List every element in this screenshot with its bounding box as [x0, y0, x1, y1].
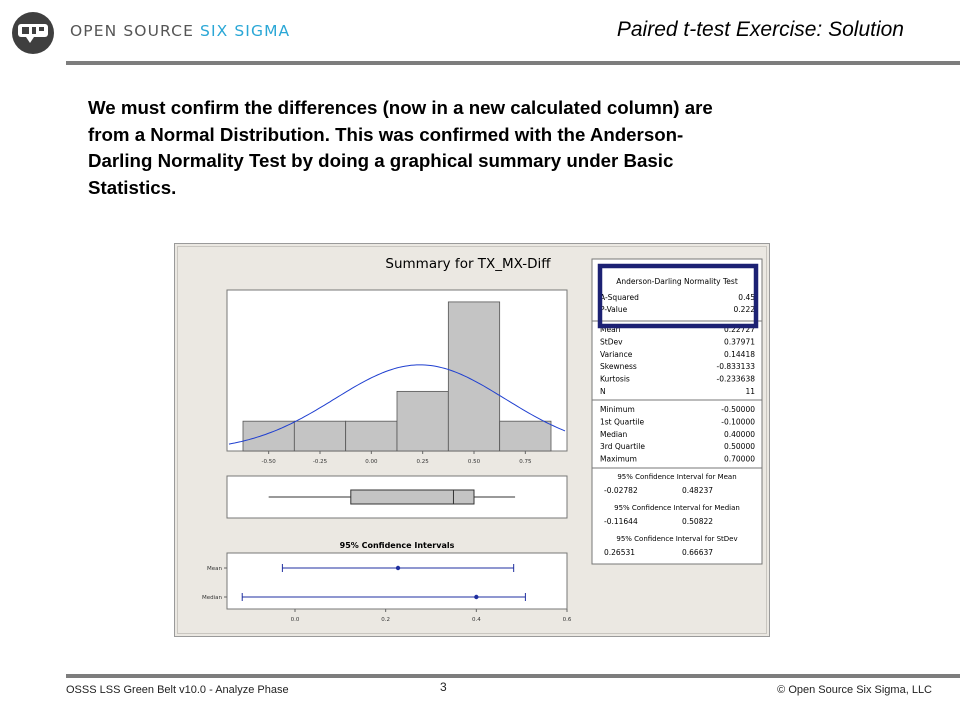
stats-value: 0.14418	[723, 349, 755, 359]
ci-x-tick-label: 0.6	[562, 617, 572, 623]
stats-label: Skewness	[600, 362, 637, 372]
stats-value: -0.10000	[721, 417, 755, 427]
ci-title: 95% Confidence Intervals	[339, 541, 455, 550]
chart-title: Summary for TX_MX-Diff	[385, 256, 551, 272]
stats-value: 0.45	[738, 293, 755, 302]
histogram-tick-label: -0.25	[312, 459, 328, 465]
graphical-summary-svg	[174, 243, 770, 637]
oss-logo-icon	[8, 10, 58, 56]
ci-interval-title: 95% Confidence Interval for Median	[614, 504, 740, 512]
histogram-bar	[346, 421, 397, 451]
ci-low-value: -0.02782	[604, 486, 638, 495]
stats-value: -0.233638	[716, 374, 755, 384]
ci-low-value: -0.11644	[604, 517, 638, 526]
stats-label: A-Squared	[600, 293, 639, 302]
stats-label: StDev	[600, 337, 623, 347]
body-line: Statistics.	[88, 176, 177, 198]
boxplot-box	[351, 490, 474, 504]
histogram-tick-label: 0.00	[365, 459, 378, 465]
body-line: We must confirm the differences (now in a new calculated column) are	[88, 97, 713, 118]
body-line: Darling Normality Test by doing a graphical summary under Basic	[88, 150, 674, 171]
brand-wordmark	[70, 22, 290, 40]
header-divider	[66, 61, 960, 65]
ci-interval-title: 95% Confidence Interval for StDev	[616, 535, 738, 543]
ci-plot-area	[227, 553, 567, 609]
body-text	[88, 95, 878, 201]
histogram-tick-label: -0.50	[261, 459, 276, 465]
histogram-tick-label: 0.25	[416, 459, 429, 465]
stats-value: 0.22727	[723, 325, 755, 334]
stats-label: P-Value	[600, 305, 628, 314]
histogram-tick-label: 0.75	[519, 459, 532, 465]
ad-test-title: Anderson-Darling Normality Test	[616, 277, 738, 286]
histogram-tick-label: 0.50	[467, 459, 481, 465]
ci-high-value: 0.48237	[682, 486, 714, 495]
histogram-bar	[397, 391, 448, 451]
stats-label: Kurtosis	[600, 374, 630, 384]
stats-label: Variance	[600, 349, 633, 359]
ci-row-label: Median	[201, 595, 222, 601]
ci-x-tick-label: 0.0	[290, 617, 300, 623]
histogram-bar	[294, 421, 345, 451]
stats-label: Mean	[600, 325, 621, 334]
ci-row-label: Mean	[207, 566, 222, 572]
ci-interval-title: 95% Confidence Interval for Mean	[617, 473, 737, 481]
stats-value: -0.50000	[721, 405, 755, 414]
stats-value: 11	[745, 387, 755, 396]
ci-point	[396, 566, 400, 570]
footer-copyright: © Open Source Six Sigma, LLC	[777, 684, 932, 696]
page-number: 3	[440, 680, 447, 694]
ci-low-value: 0.26531	[604, 548, 636, 557]
ci-x-tick-label: 0.2	[381, 617, 391, 623]
slide-title: Paired t-test Exercise: Solution	[616, 18, 904, 41]
stats-label: 3rd Quartile	[600, 442, 645, 452]
stats-value: -0.833133	[716, 362, 755, 372]
stats-label: Minimum	[600, 405, 635, 414]
stats-label: Maximum	[600, 454, 637, 464]
stats-label: N	[600, 387, 606, 396]
body-line: from a Normal Distribution. This was confirmed with the Anderson-	[88, 123, 684, 145]
stats-label: Median	[600, 429, 628, 439]
footer-course-label: OSSS LSS Green Belt v10.0 - Analyze Phase	[66, 684, 289, 696]
stats-value: 0.37971	[723, 337, 755, 347]
footer-divider	[66, 674, 960, 678]
ci-x-tick-label: 0.4	[471, 617, 481, 623]
ci-high-value: 0.50822	[682, 517, 714, 526]
histogram-bar	[448, 302, 499, 451]
stats-value: 0.50000	[723, 442, 755, 452]
histogram-bar	[500, 421, 551, 451]
stats-value: 0.40000	[723, 429, 755, 439]
graphical-summary-figure	[174, 243, 770, 637]
stats-label: 1st Quartile	[600, 417, 645, 427]
stats-value: 0.70000	[723, 454, 755, 464]
brand-main: OPEN SOURCE	[70, 22, 200, 40]
ci-point	[474, 595, 478, 599]
ci-high-value: 0.66637	[682, 548, 714, 557]
stats-value: 0.222	[733, 305, 755, 314]
brand-accent: SIX SIGMA	[200, 22, 291, 40]
